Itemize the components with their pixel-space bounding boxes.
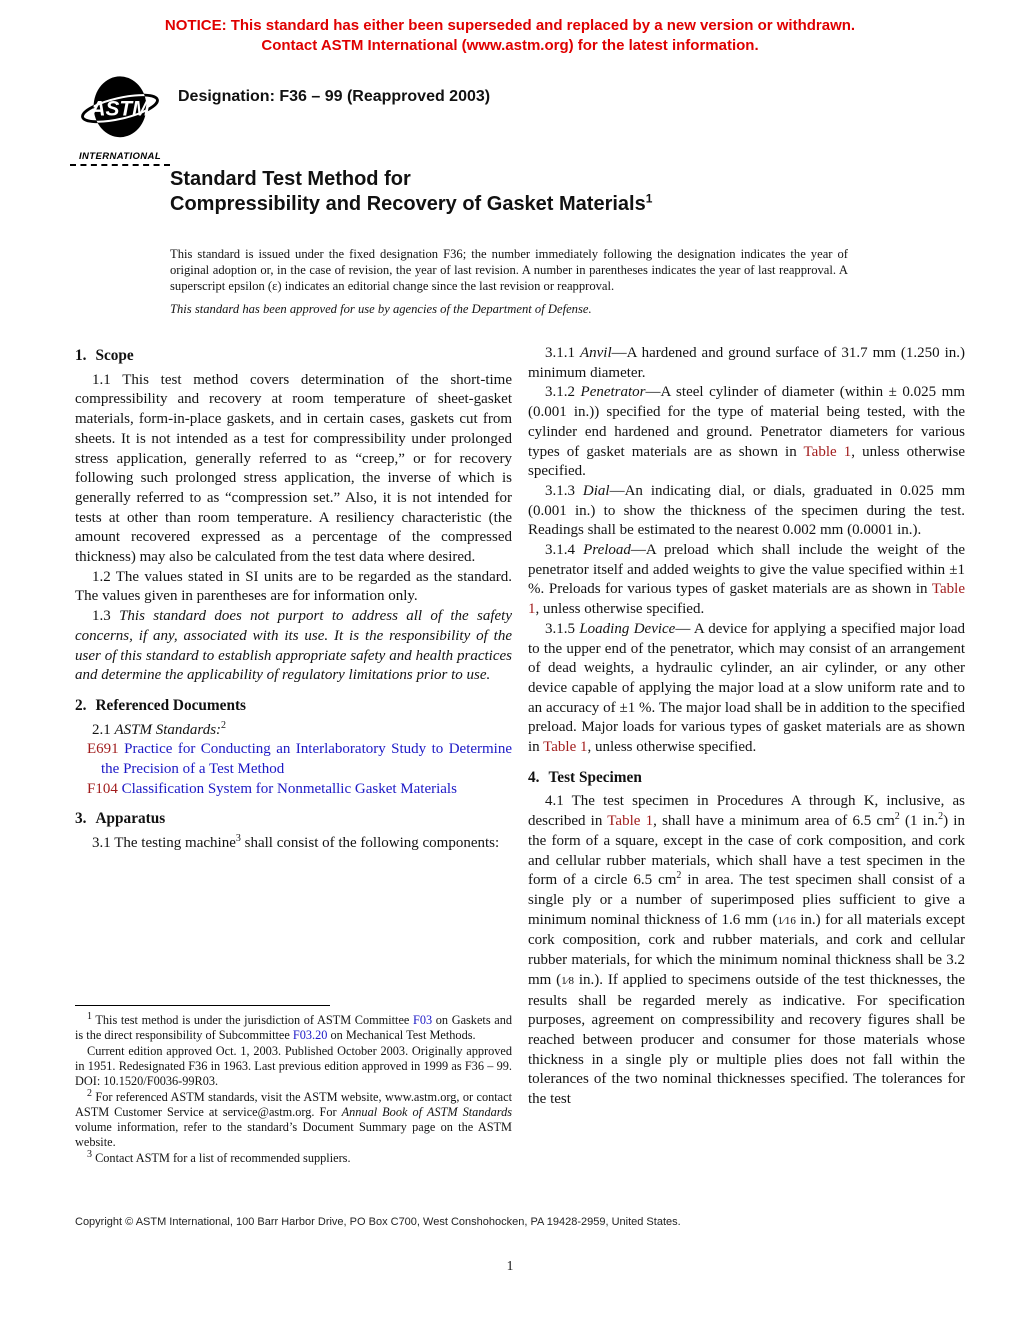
copyright-line: Copyright © ASTM International, 100 Barr Harbor Drive, PO Box C700, West Conshohocken, PA 19428-2959, United States. <box>75 1216 681 1228</box>
paragraph <box>528 792 965 1109</box>
text-segment: Current edition approved Oct. 1, 2003. Published October 2003. Originally approved in 1951. Redesignated F36 in 1963. Last previous edition approved in 1999 as F36 – 99. DOI: 10.1520/F0036-99R03. <box>75 1043 512 1089</box>
astm-logo <box>70 72 170 166</box>
text-segment: Anvil <box>579 345 612 361</box>
section-number: 4. <box>528 768 540 786</box>
footnotes-section <box>75 1005 512 1166</box>
superseded-notice <box>0 16 1020 56</box>
text-segment: 2 <box>221 719 227 731</box>
ref-e691-link[interactable]: E691 <box>87 741 119 758</box>
text-segment: Dial <box>582 482 610 499</box>
ref-f104-title-link[interactable]: Classification System for Nonmetallic Gasket Materials <box>121 780 457 797</box>
text-segment: shall consist of the following components: <box>240 835 500 852</box>
right-column <box>528 344 965 1166</box>
text-segment: 1.2 The values stated in SI units are to be regarded as the standard. The values given in parentheses are for information only. <box>75 568 512 605</box>
text-segment: 3.1 The testing machine <box>92 835 236 852</box>
paragraph <box>75 568 512 607</box>
text-segment: 3 <box>87 1148 92 1160</box>
text-segment: —A hardened and ground surface of 31.7 mm (1.250 in.) minimum diameter. <box>528 345 965 381</box>
text-segment: in.) for all materials except cork composition, cork and rubber materials, and cork and cellular rubber materials, for which the minimum nominal thickness shall be 3.2 mm ( <box>528 911 965 988</box>
paragraph <box>528 541 965 620</box>
ref-e691-title-link[interactable]: Practice for Conducting an Interlaboratory Study to Determine the Precision of a Test Method <box>101 741 513 778</box>
section-title: Referenced Documents <box>95 696 247 714</box>
section-heading <box>75 809 512 829</box>
text-segment: 2.1 <box>92 721 115 738</box>
text-segment: 3.1.3 <box>545 482 583 499</box>
table-1-link[interactable]: Table 1 <box>543 739 588 756</box>
text-segment: Annual Book of ASTM Standards <box>341 1104 512 1119</box>
text-segment: —A preload which shall include the weight of the penetrator itself and added weights to give the value specified within ±1 %. Preloads for various types of gasket materials are as shown in <box>528 542 965 598</box>
document-title <box>170 167 870 217</box>
paragraph <box>75 371 512 568</box>
text-segment: —A steel cylinder of diameter (within ± 0.025 mm (0.001 in.)) specified for the type of material being tested, with the cylinder end hardened and ground. Penetrator diameters for various types of gasket materials are as shown in <box>528 384 965 460</box>
paragraph <box>528 620 965 758</box>
dod-approval-note: This standard has been approved for use by agencies of the Department of Defense. <box>170 302 592 316</box>
footnote-separator <box>75 1005 330 1006</box>
section-number: 3. <box>75 810 87 828</box>
paragraph <box>75 834 512 854</box>
text-segment: 3.1.1 <box>545 345 580 361</box>
title-line-1: Standard Test Method for <box>170 168 411 190</box>
notice-line-1: NOTICE: This standard has either been superseded and replaced by a new version or withdrawn. <box>164 17 856 34</box>
text-segment: , shall have a minimum area of 6.5 cm <box>653 813 895 830</box>
paragraph <box>528 344 965 383</box>
text-segment: Loading Device <box>579 620 676 637</box>
footnote <box>75 1044 512 1090</box>
text-segment: ) in the form of a square, except in the case of cork composition, and cork and cellular rubber materials, which shall have a test specimen in the form of a circle 6.5 cm <box>528 813 965 889</box>
text-segment: 3.1.5 <box>545 620 580 637</box>
section-heading <box>528 768 965 788</box>
section-title: Apparatus <box>95 810 166 828</box>
text-segment: Penetrator <box>580 384 646 401</box>
footnote <box>75 1148 512 1166</box>
text-segment: 3 <box>235 833 241 845</box>
text-segment: 1.3 <box>92 608 120 625</box>
reference-item <box>75 740 512 779</box>
table-1-link[interactable]: Table 1 <box>803 443 852 460</box>
body-columns <box>75 344 965 1166</box>
text-segment: This test method is under the jurisdiction of ASTM Committee <box>92 1013 414 1028</box>
text-segment: in.). If applied to specimens outside of the test thicknesses, the results shall be regarded merely as indicative. For specification purposes, agreement on compressibility and recovery figures shall be reached between producer and consumer for those materials whose thickness in a single ply or multiple plies does not fall within the tolerances of the two nominal thicknesses specified. The tolerances for the test <box>528 971 965 1108</box>
text-segment: volume information, refer to the standard’s Document Summary page on the ASTM website. <box>75 1120 512 1150</box>
text-segment: 2 <box>87 1087 92 1099</box>
section-heading <box>75 696 512 716</box>
text-segment: For referenced ASTM standards, visit the ASTM website, www.astm.org, or contact ASTM Customer Service at service@astm.org. For <box>75 1089 512 1119</box>
text-segment: on Mechanical Test Methods. <box>327 1028 476 1043</box>
footnote-list <box>75 1010 512 1166</box>
text-segment: Preload <box>583 542 631 559</box>
astm-logo-text: ASTM <box>90 97 150 121</box>
section-number: 2. <box>75 696 87 714</box>
text-segment: —An indicating dial, or dials, graduated in 0.025 mm (0.001 in.) to show the thickness of the specimen during the test. Readings shall be estimated to the nearest 0.002 mm (0.0001 in.). <box>528 482 965 539</box>
text-segment: 1⁄8 <box>561 974 575 987</box>
text-segment: 4.1 The test specimen in Procedures A through K, inclusive, as described in <box>528 793 965 830</box>
reference-item <box>75 780 512 800</box>
paragraph <box>528 482 965 541</box>
text-segment: — A device for applying a specified major load to the upper end of the penetrator, which may consist of an arrangement of dead weights, a hydraulic cylinder, an air cylinder, or any other device capable of applying the major load at a slow uniform rate and to an accuracy of ±1 %. The major load shall be in addition to the specified preload. Major loads for various types of gasket materials are as shown in <box>528 620 965 756</box>
astm-logo-subtext: INTERNATIONAL <box>70 151 170 166</box>
text-segment: 3.1.4 <box>545 542 584 559</box>
text-segment: 3.1.2 <box>545 384 581 401</box>
text-segment: on Gaskets and is the direct responsibility of Subcommittee <box>75 1013 512 1043</box>
text-segment: 1.1 This test method covers determination of the short-time compressibility and recovery at room temperature of sheet-gasket materials, form-in-place gaskets, and in certain cases, gaskets cut from sheets. It is not intended as a test for compressibility under prolonged stress application, generally referred to as “creep,” or for recovery following such prolonged stress application, the inverse of which is generally referred to as “compression set.” Also, it is not intended for tests at other than room temperature. A resiliency characteristic (the amount recovered expressed as a percentage of the compressed thickness) may also be calculated from the test data where desired. <box>75 371 512 566</box>
ref-f104-link[interactable]: F104 <box>87 780 118 797</box>
astm-globe-icon <box>72 72 168 148</box>
section-heading <box>75 346 512 366</box>
footnote <box>75 1087 512 1151</box>
footnote <box>75 1010 512 1044</box>
paragraph <box>75 721 512 741</box>
table-1-link[interactable]: Table 1 <box>528 581 965 618</box>
text-segment: This standard does not purport to address all of the safety concerns, if any, associated with its use. It is the responsibility of the user of this standard to establish appropriate safety and health practices and determine the applicability of regulatory limitations prior to use. <box>75 608 513 684</box>
text-segment: 1 <box>87 1010 92 1022</box>
left-column <box>75 344 512 1166</box>
table-1-link[interactable]: Table 1 <box>607 813 654 830</box>
text-segment: Contact ASTM for a list of recommended suppliers. <box>92 1150 351 1165</box>
section-number: 1. <box>75 347 87 364</box>
paragraph <box>528 383 965 482</box>
title-line-2: Compressibility and Recovery of Gasket Materials$^1$ <box>170 191 653 215</box>
text-segment: 2 <box>938 811 944 823</box>
left-column-content <box>75 344 512 854</box>
page-number: 1 <box>506 1258 514 1273</box>
text-segment: ASTM Standards: <box>114 721 222 738</box>
text-segment: , unless otherwise specified. <box>528 443 965 480</box>
paragraph <box>75 607 512 686</box>
text-segment: , unless otherwise specified. <box>587 739 757 756</box>
subcommittee-f03-20-link[interactable]: F03.20 <box>292 1028 328 1043</box>
text-segment: (1 in. <box>899 813 939 830</box>
preamble-text: This standard is issued under the fixed designation F36; the number immediately following the designation indicates the year of original adoption or, in the case of revision, the year of last revision. A number in parentheses indicates the year of last reapproval. A superscript epsilon (ε) indicates an editorial change since the last revision or reapproval. <box>170 247 848 294</box>
text-segment: 2 <box>676 870 682 882</box>
text-segment: in area. The test specimen shall consist of a single ply or a number of superimposed plies sufficient to give a minimum nominal thickness of 1.6 mm ( <box>528 872 965 928</box>
section-title: Test Specimen <box>548 768 642 786</box>
section-title: Scope <box>95 347 134 364</box>
committee-f03-link[interactable]: F03 <box>413 1013 433 1028</box>
designation-line: Designation: F36 – 99 (Reapproved 2003) <box>178 88 491 105</box>
text-segment: , unless otherwise specified. <box>535 601 705 618</box>
notice-line-2: Contact ASTM International (www.astm.org) for the latest information. <box>261 37 759 54</box>
title-footnote-ref: 1 <box>645 191 653 206</box>
text-segment: 2 <box>894 811 900 823</box>
text-segment: 1⁄16 <box>777 914 796 927</box>
